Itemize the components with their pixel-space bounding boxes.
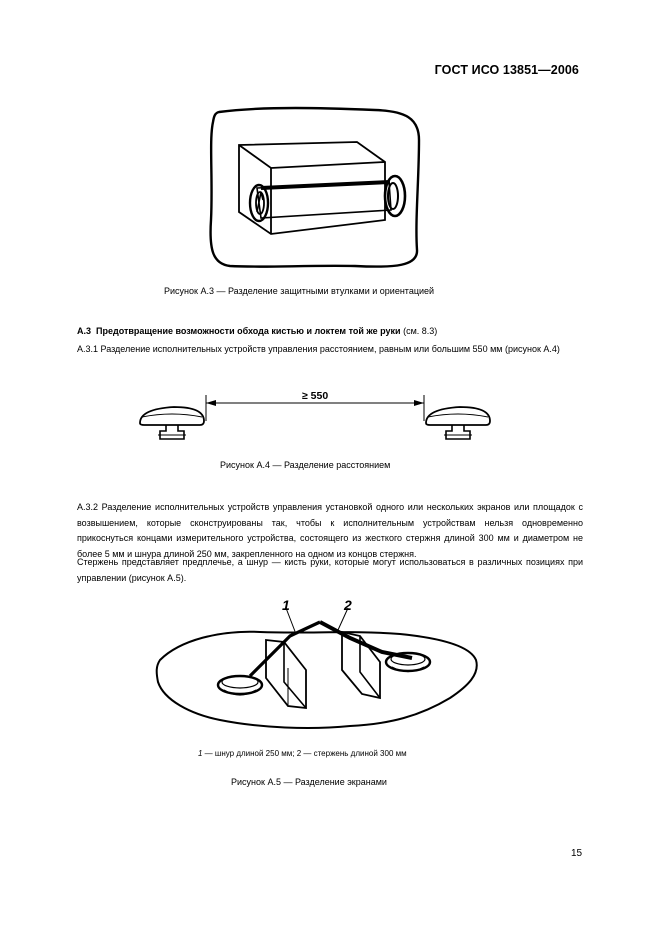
paragraph-a32-text: А.3.2 Разделение исполнительных устройств управления установкой одного или нескольких экранов или площадок с возвышением, которые сконструированы так, чтобы к исполнительным устройствам нельзя одновременно прикоснуться концами измерительного устройства, состоящего из жесткого стержня длиной 300 мм и диаметром не более 5 мм и шнура длиной 250 мм, закрепленного на одном из концов стержня. xyxy=(77,502,583,559)
section-ref: (см. 8.3) xyxy=(403,326,438,336)
legend-text-1: — шнур длиной 250 мм; xyxy=(202,749,297,758)
figure-a5-label-2: 2 xyxy=(344,597,352,613)
paragraph-a31-text: А.3.1 Разделение исполнительных устройств управления расстоянием, равным или большим 550 мм (рисунок А.4) xyxy=(77,344,560,354)
paragraph-a31 xyxy=(77,342,583,358)
figure-a5-legend xyxy=(198,749,407,758)
paragraph-a32 xyxy=(77,500,583,562)
figure-a5-drawing xyxy=(150,590,480,740)
section-number: А.3 xyxy=(77,326,92,336)
figure-a5-caption: Рисунок А.5 — Разделение экранами xyxy=(231,777,387,787)
page-number: 15 xyxy=(571,848,583,859)
paragraph-rod xyxy=(77,555,583,586)
section-title: Предотвращение возможности обхода кистью и локтем той же руки xyxy=(96,326,401,336)
section-heading xyxy=(77,326,437,336)
document-header: ГОСТ ИСО 13851—2006 xyxy=(434,63,579,77)
legend-number-2: 2 xyxy=(296,749,302,758)
legend-number-1: 1 xyxy=(198,749,203,758)
figure-a3-drawing xyxy=(205,100,425,270)
legend-text-2: — стержень длиной 300 мм xyxy=(301,749,407,758)
dimension-label: ≥ 550 xyxy=(302,390,329,402)
paragraph-rod-text: Стержень представляет предплечье, а шнур — кисть руки, которые могут использоваться в различных позициях при управлении (рисунок А.5). xyxy=(77,557,583,583)
figure-a4-caption: Рисунок А.4 — Разделение расстоянием xyxy=(220,460,391,470)
figure-a5-label-1: 1 xyxy=(282,597,290,613)
figure-a3-caption: Рисунок А.3 — Разделение защитными втулками и ориентацией xyxy=(164,286,435,296)
